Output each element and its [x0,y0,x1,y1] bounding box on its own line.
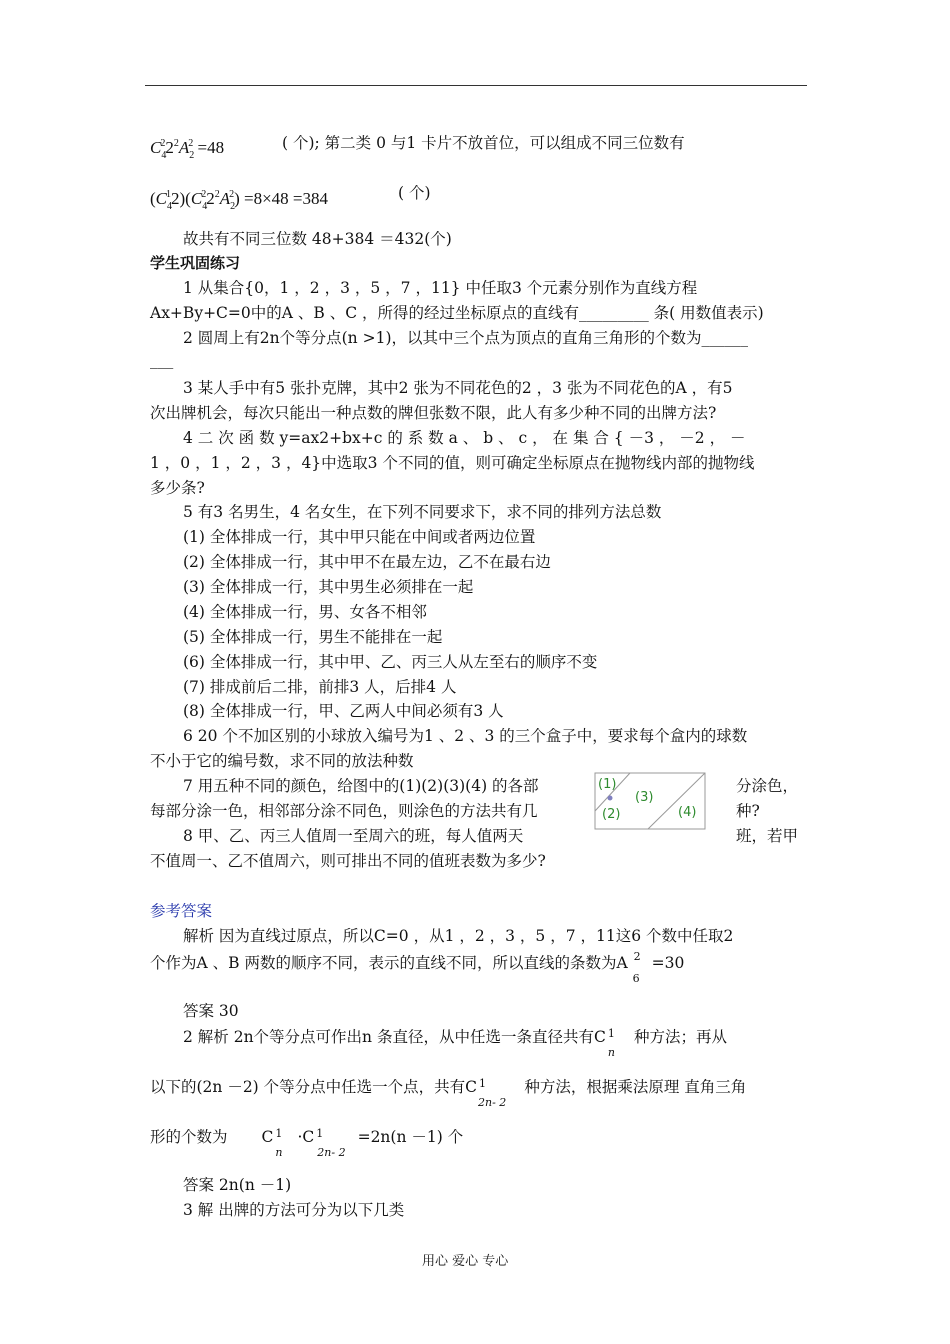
q5-intro: 5 有3 名男生，4 名女生，在下列不同要求下，求不同的排列方法总数 [183,503,662,521]
a2-line1-sub: n [607,1046,615,1059]
a3-line1: 3 解 出牌的方法可分为以下几类 [183,1201,405,1219]
a1-result: =30 [651,954,685,972]
q1-line1: 1 从集合{0，1 ，2 ，3 ，5 ，7 ，11} 中任取3 个元素分别作为直线方程 [183,279,698,297]
q5-item: (1) 全体排成一行，其中甲只能在中间或者两边位置 [183,528,536,546]
a1-line2-text: 个作为A 、B 两数的顺序不同，表示的直线不同，所以直线的条数为A [150,954,628,972]
q5-item: (8) 全体排成一行，甲、乙两人中间必须有3 人 [183,702,504,720]
q8-line1-end: 班，若甲 [736,827,799,845]
q5-item: (4) 全体排成一行，男、女各不相邻 [183,603,427,621]
figure-label-3: (3) [635,790,654,805]
q5-item: (3) 全体排成一行，其中男生必须排在一起 [183,578,474,596]
q2-line1: 2 圆周上有2n个等分点(n >1)，以其中三个点为顶点的直角三角形的个数为______ [183,329,748,347]
q3-line1: 3 某人手中有5 张扑克牌，其中2 张为不同花色的2 ，3 张为不同花色的A ，有5 [183,379,733,397]
a2-line3-mid: ·C [297,1128,315,1146]
q7-line1-end: 分涂色， [736,777,799,795]
q1-line2: Ax+By+C=0中的A 、B 、C ，所得的经过坐标原点的直线有_________ 条( 用数值表示) [150,304,764,322]
q5-item: (7) 排成前后二排，前排3 人，后排4 人 [183,678,457,696]
q7-line1: 7 用五种不同的颜色，给图中的(1)(2)(3)(4) 的各部 [183,777,539,795]
q5-item: (2) 全体排成一行，其中甲不在最左边，乙不在最右边 [183,553,551,571]
section-title-practice: 学生巩固练习 [150,254,241,272]
coloring-figure [594,772,706,830]
a2-line3-end: =2n(n －1) 个 [357,1128,464,1146]
line-total: 故共有不同三位数 48+384 ＝432(个) [183,230,452,248]
q6-line2: 不小于它的编号数，求不同的放法种数 [150,752,414,770]
q4-line3: 多少条? [150,479,205,497]
header-rule [145,85,807,86]
q7-line2-end: 种? [736,802,760,820]
a2-line3: 形的个数为 C $^1_n$·C $^1_{2n- 2}$=2n(n －1) 个 [150,1127,464,1159]
q5-item: (5) 全体排成一行，男生不能排在一起 [183,628,443,646]
q6-line1: 6 20 个不加区别的小球放入编号为1 、2 、3 的三个盒子中，要求每个盒内的球数 [183,727,748,745]
a2-line3-sub2: 2n- 2 [317,1146,346,1159]
q2-line2: ___ [150,351,174,369]
figure-label-1: (1) [598,777,617,792]
line-unit: ( 个) [398,184,431,202]
page-footer: 用心 爱心 专心 [422,1254,509,1269]
q8-line2: 不值周一、乙不值周六，则可排出不同的值班表数为多少? [150,852,546,870]
figure-label-2: (2) [602,807,621,822]
a2-line2 [150,1075,747,1109]
a2-line1 [183,1025,727,1059]
a1-line1: 解析 因为直线过原点，所以C=0 ，从1 ，2 ，3 ，5 ，7 ，11这6 个数中任取2 [183,927,734,945]
a2-line3-sub1: n [275,1146,283,1159]
a2-line3-c1: C [261,1128,274,1146]
q5-item: (6) 全体排成一行，其中甲、乙、丙三人从左至右的顺序不变 [183,653,598,671]
q4-line1: 4 二 次 函 数 y=ax2+bx+c 的 系 数 a 、 b 、 c ， 在 集 合 { －3 ， －2 ， － [183,429,746,447]
figure-dot [608,796,613,801]
a1-sub: 6 [632,972,640,985]
q8-line1: 8 甲、乙、丙三人值周一至周六的班，每人值两天 [183,827,524,845]
a2-line1-end: 种方法；再从 [633,1028,727,1046]
formula-product-384: $(C_4^12)(C_4^22^2A_2^2) =8\times 48 =384$ [150,189,329,212]
line-second-category: ( 个); 第二类 0 与1 卡片不放首位，可以组成不同三位数有 [282,134,685,152]
a1-line2 [150,950,685,985]
a1-sup: 2 [633,950,641,963]
a2-line1-text: 2 解析 2n个等分点可作出n 条直径，从中任选一条直径共有C [183,1028,606,1046]
a1-answer: 答案 30 [183,1002,239,1020]
a2-line2-sub: 2n- 2 [478,1096,507,1109]
formula-c4-2-2-2-a2-2: $C_4^22^2A_2^2 =48$ [150,138,225,161]
figure-label-4: (4) [678,805,697,820]
a2-line2-text: 以下的(2n －2) 个等分点中任选一个点，共有C [150,1078,478,1096]
a2-line1-sup: 1 [607,1027,615,1040]
answers-title: 参考答案 [150,902,213,920]
q4-line2: 1 ，0 ，1 ，2 ，3 ，4}中选取3 个不同的值，则可确定坐标原点在抛物线内部的抛物线 [150,454,755,472]
a2-line2-end: 种方法，根据乘法原理 直角三角 [524,1078,747,1096]
q7-line2: 每部分涂一色，相邻部分涂不同色，则涂色的方法共有几 [150,802,538,820]
a2-line2-sup: 1 [479,1077,487,1090]
a2-answer: 答案 2n(n －1) [183,1176,292,1194]
q3-line2: 次出牌机会，每次只能出一种点数的牌但张数不限，此人有多少种不同的出牌方法? [150,404,717,422]
a2-line3-text: 形的个数为 [150,1128,228,1146]
